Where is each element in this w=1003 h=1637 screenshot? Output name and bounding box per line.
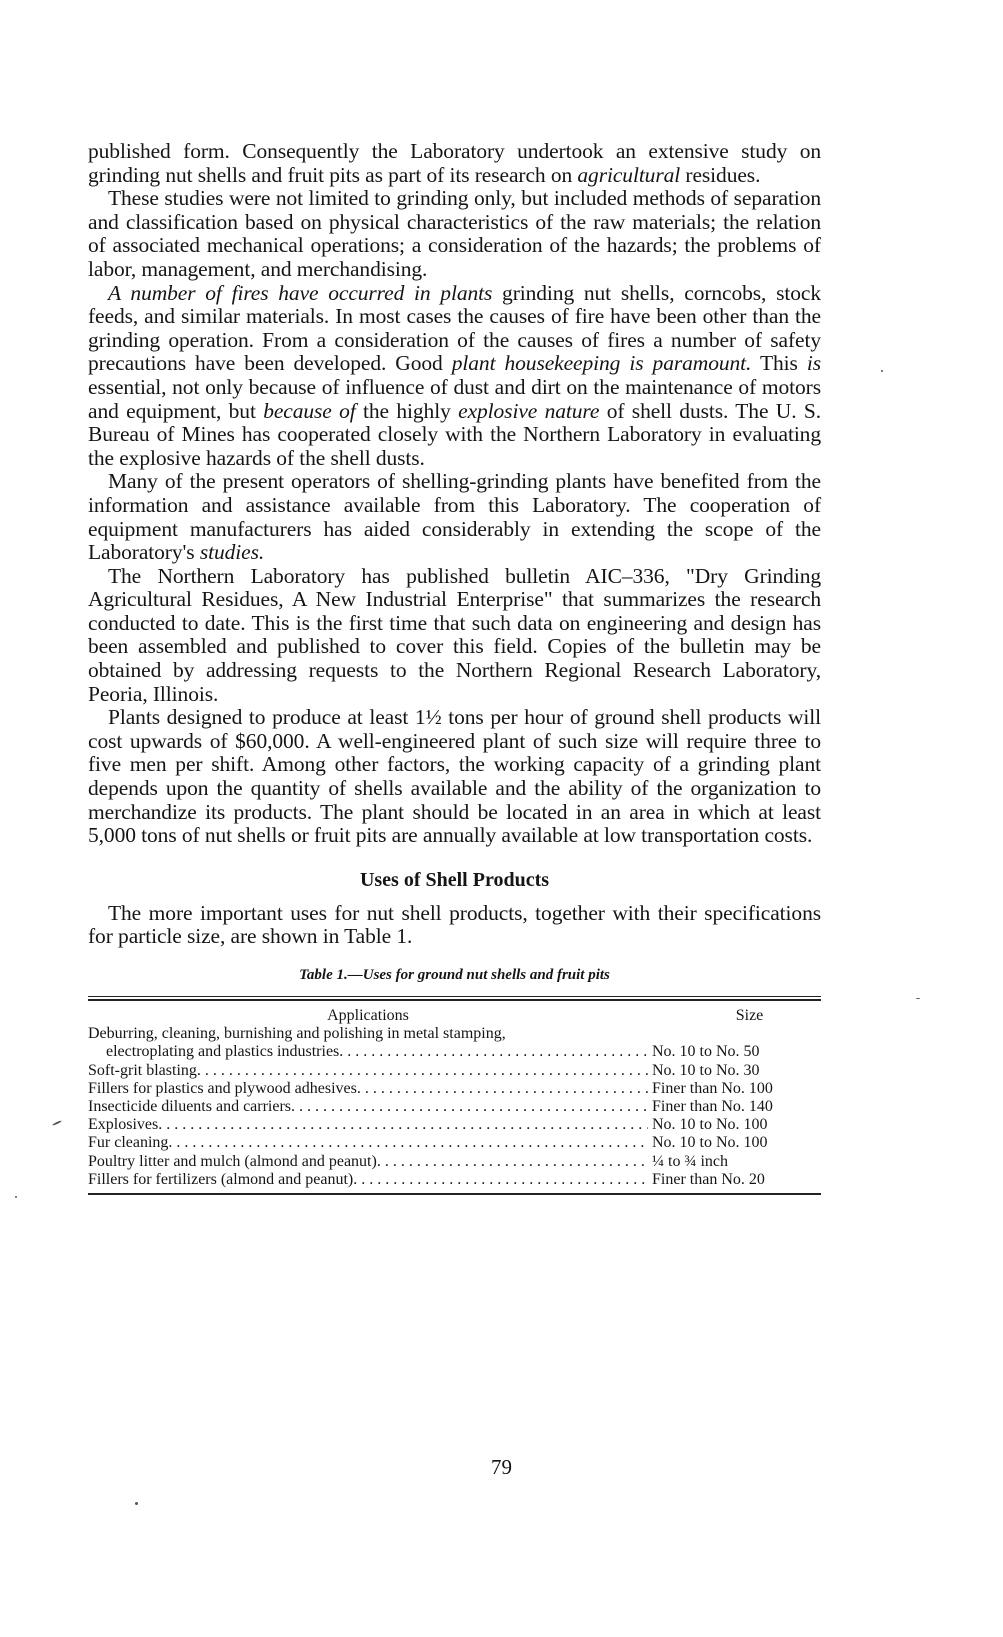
size-cell: No. 10 to No. 100 bbox=[652, 1134, 768, 1152]
size-cell: Finer than No. 140 bbox=[652, 1098, 773, 1116]
text-run: essential, not only because of influence of dust and dirt on the maintenance of motors and equipment, but bbox=[88, 374, 821, 423]
application-text: electroplating and plastics industries bbox=[106, 1043, 340, 1061]
table-row bbox=[88, 1043, 821, 1061]
paragraph bbox=[88, 282, 821, 471]
dot-leader bbox=[158, 1116, 648, 1134]
paragraph bbox=[88, 187, 821, 281]
italic-run: A number of fires have occurred in plants bbox=[108, 280, 493, 305]
paragraph bbox=[88, 140, 821, 187]
size-cell: Finer than No. 20 bbox=[652, 1170, 765, 1188]
text-run: published form. Consequently the Laboratory undertook an extensive study on grinding nut shells and fruit pits as part of its research on bbox=[88, 139, 821, 187]
dot-leader bbox=[291, 1098, 648, 1116]
table-row bbox=[88, 1134, 821, 1152]
table-row-continuation bbox=[88, 1025, 821, 1043]
scan-speck bbox=[881, 370, 883, 372]
table-top-rule bbox=[88, 996, 821, 1001]
italic-run: is bbox=[806, 351, 821, 376]
application-cell bbox=[88, 1062, 648, 1080]
uses-table bbox=[88, 996, 821, 1195]
text-run: of shell dusts. The U. S. Bureau of Mines has cooperated closely with the Northern Laboratory in evaluating the explosive hazards of the shell dusts. bbox=[88, 398, 821, 470]
application-text: Fur cleaning bbox=[88, 1134, 169, 1152]
size-cell: No. 10 to No. 30 bbox=[652, 1061, 760, 1079]
section-paragraph: The more important uses for nut shell products, together with their specifications for particle size, are shown in Table 1. bbox=[88, 900, 821, 949]
table-header bbox=[88, 1007, 821, 1025]
application-cell bbox=[88, 1153, 648, 1171]
table-caption-label: Table 1. bbox=[299, 967, 348, 983]
header-size: Size bbox=[735, 1007, 764, 1024]
table-row bbox=[88, 1080, 821, 1098]
table-row bbox=[88, 1171, 821, 1189]
text-run: Many of the present operators of shelling-grinding plants have benefited from the information and assistance available from this Laboratory. The cooperation of equipment manufacturers has aided considerably in extending the scope of the Laboratory's bbox=[88, 469, 821, 565]
section-heading: Uses of Shell Products bbox=[359, 868, 550, 891]
application-text: Insecticide diluents and carriers bbox=[88, 1098, 292, 1116]
text-run: the highly bbox=[355, 398, 459, 423]
text-run: This bbox=[751, 351, 807, 376]
size-cell: Finer than No. 100 bbox=[652, 1079, 773, 1097]
size-cell: No. 10 to No. 100 bbox=[652, 1116, 768, 1134]
table-row bbox=[88, 1098, 821, 1116]
dot-leader bbox=[197, 1062, 648, 1080]
application-cell-line1: Deburring, cleaning, burnishing and polishing in metal stamping, bbox=[88, 1025, 506, 1043]
table-row bbox=[88, 1062, 821, 1080]
text-run: These studies were not limited to grinding only, but included methods of separation and classification based on physical characteristics of the raw materials; the relation of associated mechanical operations; a consideration of the hazards; the problems of labor, management, and merchandising. bbox=[88, 186, 821, 281]
text-run: grinding nut shells, corncobs, stock feeds, and similar materials. In most cases the causes of fire have been other than the grinding operation. From a consideration of the causes of fires a number of safety precautions have been developed. Good bbox=[88, 280, 821, 376]
application-cell bbox=[88, 1134, 648, 1152]
dot-leader bbox=[168, 1134, 648, 1152]
application-text: Soft-grit blasting bbox=[88, 1061, 197, 1079]
document-page bbox=[88, 140, 821, 1195]
table-caption bbox=[88, 967, 821, 984]
italic-run: explosive nature bbox=[458, 398, 600, 423]
paragraph bbox=[88, 565, 821, 707]
italic-run: plant housekeeping is paramount. bbox=[451, 351, 752, 376]
text-run: residues. bbox=[680, 162, 761, 187]
paragraph bbox=[88, 706, 821, 848]
application-text: Explosives bbox=[88, 1116, 159, 1134]
size-cell: No. 10 to No. 50 bbox=[652, 1043, 760, 1061]
application-cell bbox=[106, 1043, 648, 1061]
italic-run: studies. bbox=[199, 540, 265, 565]
scan-speck bbox=[916, 998, 920, 999]
dot-leader bbox=[377, 1153, 648, 1171]
italic-run: because of bbox=[263, 398, 356, 423]
application-cell bbox=[88, 1116, 648, 1134]
dot-leader bbox=[339, 1043, 648, 1061]
paragraph bbox=[88, 470, 821, 564]
scan-speck bbox=[52, 1120, 62, 1126]
italic-run: agricultural bbox=[577, 162, 681, 187]
size-cell: ¼ to ¾ inch bbox=[652, 1152, 728, 1170]
table-body bbox=[88, 1025, 821, 1189]
table-row bbox=[88, 1153, 821, 1171]
application-cell bbox=[88, 1080, 648, 1098]
table-row bbox=[88, 1116, 821, 1134]
application-text: Fillers for plastics and plywood adhesives bbox=[88, 1079, 357, 1097]
application-cell bbox=[88, 1171, 648, 1189]
scan-speck bbox=[15, 1196, 17, 1198]
table-bottom-rule bbox=[88, 1193, 821, 1195]
application-text: Poultry litter and mulch (almond and peanut) bbox=[88, 1152, 377, 1170]
table-caption-title: —Uses for ground nut shells and fruit pits bbox=[347, 967, 610, 983]
application-cell bbox=[88, 1098, 648, 1116]
text-run: Plants designed to produce at least 1½ tons per hour of ground shell products will cost upwards of $60,000. A well-engineered plant of such size will require three to five men per shift. Among other factors, the working capacity of a grinding plant depends upon the quantity of shells available and the ability of the organization to merchandize its products. The plant should be located in an area in which at least 5,000 tons of nut shells or fruit pits are annually available at low transportation costs. bbox=[88, 705, 821, 848]
dot-leader bbox=[357, 1080, 648, 1098]
scan-speck bbox=[135, 1502, 138, 1505]
text-run: The Northern Laboratory has published bulletin AIC–336, "Dry Grinding Agricultural Residues, A New Industrial Enterprise" that summarizes the research conducted to date. This is the first time that such data on engineering and design has been assembled and published to cover this field. Copies of the bulletin may be obtained by addressing requests to the Northern Regional Research Laboratory, Peoria, Illinois. bbox=[88, 563, 821, 706]
body-text bbox=[88, 140, 821, 848]
dot-leader bbox=[353, 1171, 648, 1189]
page-number: 79 bbox=[491, 1455, 512, 1479]
application-text: Fillers for fertilizers (almond and peanut) bbox=[88, 1170, 354, 1188]
header-applications: Applications bbox=[327, 1007, 409, 1024]
